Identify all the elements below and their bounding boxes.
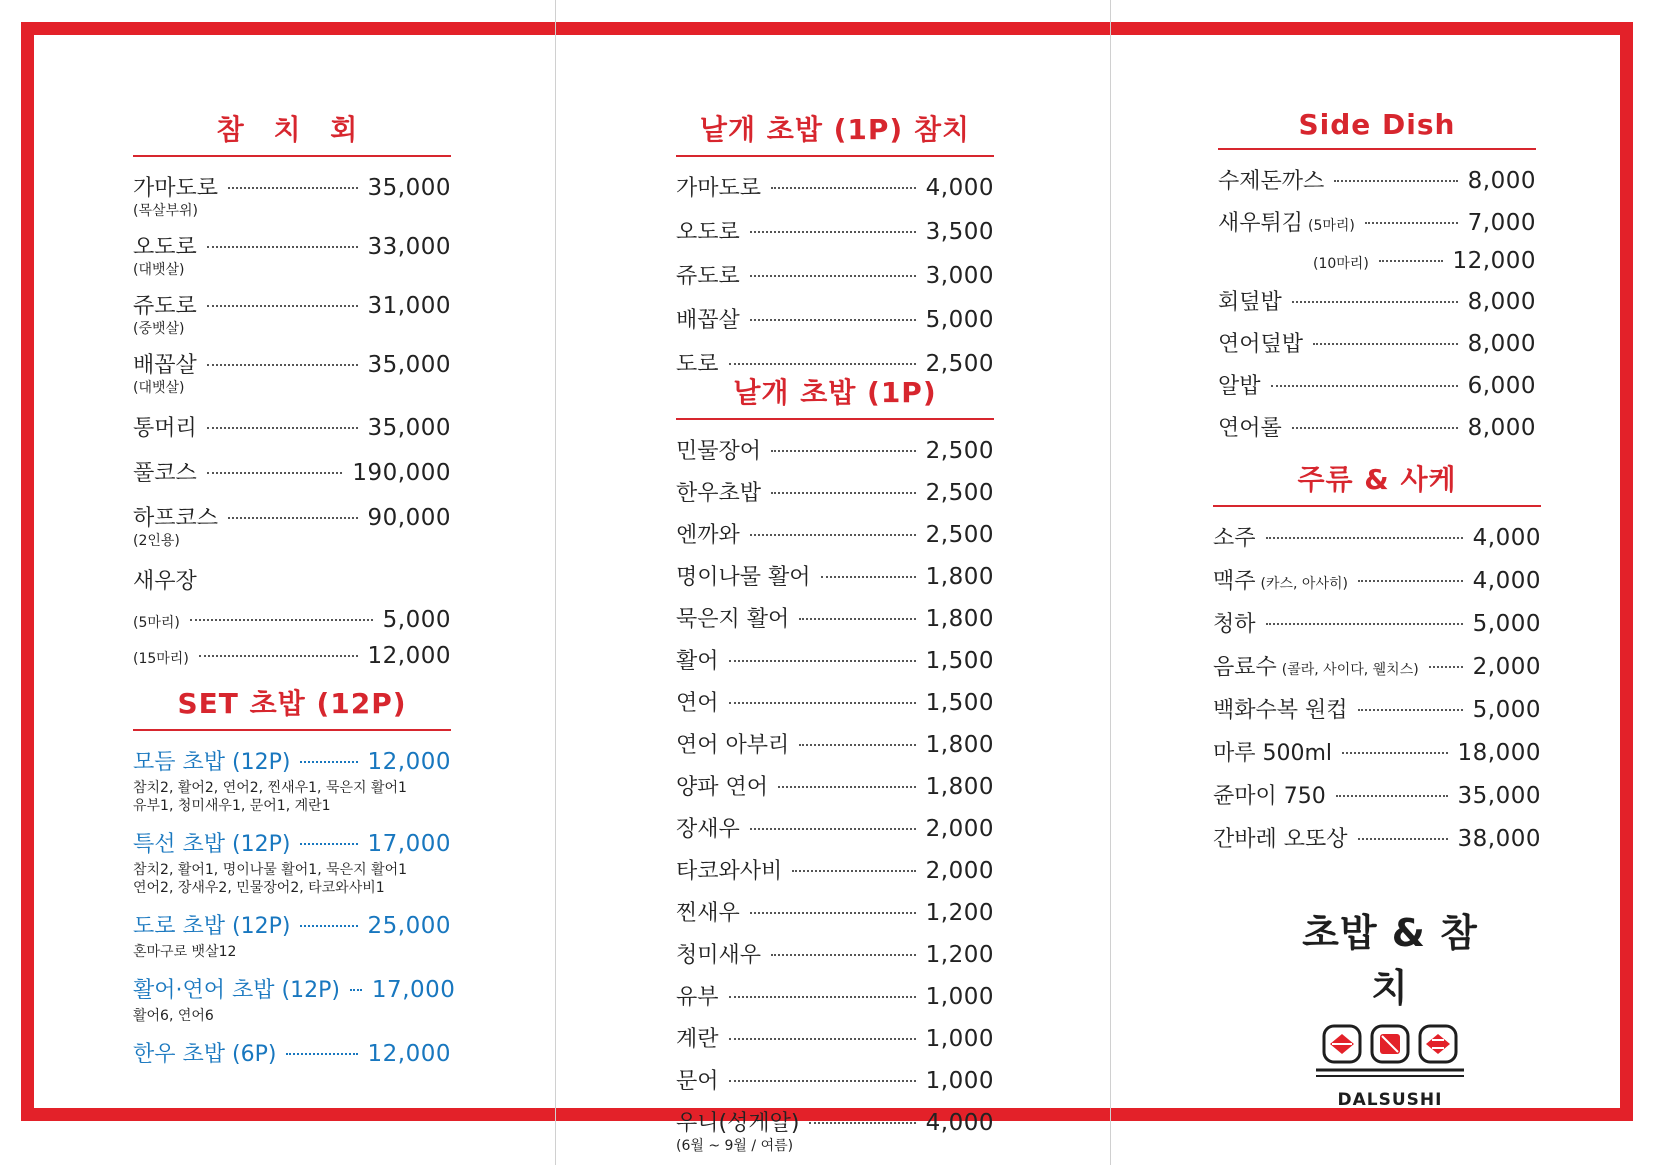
item-name: 가마도로 <box>676 176 762 201</box>
item-price: 2,500 <box>925 351 994 377</box>
leader-dots <box>729 1038 916 1040</box>
item-price: 33,000 <box>367 234 451 260</box>
item-name: 쥬도로 <box>676 264 740 289</box>
leader-dots <box>792 870 915 872</box>
leader-dots <box>771 450 916 452</box>
menu-item <box>676 602 994 633</box>
leader-dots <box>1336 795 1448 797</box>
leader-dots <box>1292 301 1458 303</box>
menu-item <box>676 171 994 202</box>
item-option: (15마리) <box>133 651 189 667</box>
item-name: 맥주 <box>1213 569 1256 594</box>
item-description: (중뱃살) <box>133 321 185 337</box>
item-price: 8,000 <box>1467 331 1536 357</box>
item-description: 유부1, 청미새우1, 문어1, 계란1 <box>133 798 331 814</box>
item-price: 8,000 <box>1467 415 1536 441</box>
item-price: 31,000 <box>367 293 451 319</box>
item-price: 1,800 <box>925 732 994 758</box>
item-price: 7,000 <box>1467 210 1536 236</box>
leader-dots <box>1271 385 1458 387</box>
menu-item <box>1213 779 1541 810</box>
menu-item <box>676 518 994 549</box>
item-price: 35,000 <box>367 175 451 201</box>
menu-item <box>1218 164 1536 195</box>
leader-dots <box>1334 180 1457 182</box>
menu-item <box>676 938 994 969</box>
section-title: 주류 & 사케 <box>1213 458 1541 507</box>
item-price: 18,000 <box>1457 740 1541 766</box>
item-name: 엔까와 <box>676 523 740 548</box>
item-price: 12,000 <box>367 643 451 669</box>
item-note: (콜라, 사이다, 웰치스) <box>1281 662 1419 678</box>
item-name: 한우 초밥 (6P) <box>133 1042 277 1067</box>
menu-item <box>1213 564 1541 595</box>
menu-item <box>133 501 451 550</box>
item-name: 회덮밥 <box>1218 290 1282 315</box>
menu-item <box>1218 248 1536 274</box>
item-name: 연어 아부리 <box>676 733 790 758</box>
leader-dots <box>821 576 916 578</box>
menu-item <box>133 745 451 815</box>
menu-item <box>133 456 451 487</box>
item-name: 알밥 <box>1218 374 1261 399</box>
leader-dots <box>190 619 373 621</box>
item-name: 가마도로 <box>133 176 219 201</box>
leader-dots <box>1266 537 1463 539</box>
leader-dots <box>809 1122 915 1124</box>
menu-item <box>1218 206 1536 237</box>
menu-item <box>676 1064 994 1095</box>
brand-title: 초밥 & 참치 <box>1302 911 1478 1010</box>
item-name: 마루 500ml <box>1213 741 1333 766</box>
leader-dots <box>1358 838 1448 840</box>
menu-item <box>1218 369 1536 400</box>
leader-dots <box>300 843 357 845</box>
tuna-sashimi-section <box>133 108 451 669</box>
menu-item <box>133 348 451 397</box>
item-price: 38,000 <box>1457 826 1541 852</box>
menu-item <box>133 171 451 220</box>
item-name: 수제돈까스 <box>1218 169 1325 194</box>
sushi-logo-icon <box>1290 1022 1490 1084</box>
item-description: 참치2, 활어2, 연어2, 찐새우1, 묵은지 활어1 <box>133 780 407 796</box>
item-name: 오도로 <box>133 235 197 260</box>
item-price: 1,200 <box>925 900 994 926</box>
item-name: 청미새우 <box>676 943 762 968</box>
item-note: (5마리) <box>1308 218 1355 234</box>
menu-item <box>133 411 451 442</box>
item-name: 배꼽살 <box>676 308 740 333</box>
item-name: 민물장어 <box>676 439 762 464</box>
menu-item <box>133 909 451 961</box>
menu-item <box>676 303 994 334</box>
leader-dots <box>1358 580 1463 582</box>
leader-dots <box>300 925 357 927</box>
item-description: 혼마구로 뱃살12 <box>133 944 237 960</box>
item-name: 활어 <box>676 649 719 674</box>
section-title: 참 치 회 <box>133 108 451 157</box>
item-name: 도로 <box>676 352 719 377</box>
item-name: 도로 초밥 (12P) <box>133 914 291 939</box>
item-price: 4,000 <box>1472 568 1541 594</box>
item-name: 연어덮밥 <box>1218 332 1304 357</box>
item-name: 우니(성게알) <box>676 1111 800 1136</box>
item-price: 25,000 <box>367 913 451 939</box>
item-name: 새우튀김 <box>1218 211 1304 236</box>
menu-item <box>1213 607 1541 638</box>
item-price: 2,500 <box>925 438 994 464</box>
leader-dots <box>1313 343 1458 345</box>
item-price: 8,000 <box>1467 289 1536 315</box>
leader-dots <box>207 305 358 307</box>
menu-item <box>676 644 994 675</box>
menu-item <box>676 854 994 885</box>
menu-item <box>1218 411 1536 442</box>
leader-dots <box>729 1080 916 1082</box>
item-price: 4,000 <box>925 1110 994 1136</box>
item-price: 35,000 <box>367 415 451 441</box>
item-name: 장새우 <box>676 817 740 842</box>
section-title: 낱개 초밥 (1P) <box>676 371 994 420</box>
item-price: 2,500 <box>925 522 994 548</box>
item-price: 5,000 <box>1472 697 1541 723</box>
item-name: 음료수 <box>1213 655 1277 680</box>
item-name: 쥬도로 <box>133 294 197 319</box>
item-description: (6월 ~ 9월 / 여름) <box>676 1138 794 1154</box>
leader-dots <box>729 660 916 662</box>
item-price: 1,800 <box>925 606 994 632</box>
item-price: 1,000 <box>925 1026 994 1052</box>
item-name: 유부 <box>676 985 719 1010</box>
leader-dots <box>729 996 916 998</box>
leader-dots <box>771 492 916 494</box>
item-price: 1,200 <box>925 942 994 968</box>
item-name: 통머리 <box>133 416 197 441</box>
item-price: 8,000 <box>1467 168 1536 194</box>
item-price: 12,000 <box>367 749 451 775</box>
leader-dots <box>729 702 916 704</box>
item-price: 5,000 <box>1472 611 1541 637</box>
item-name: 타코와사비 <box>676 859 783 884</box>
item-option: (5마리) <box>133 615 180 631</box>
item-price: 5,000 <box>925 307 994 333</box>
item-description: 참치2, 활어1, 명이나물 활어1, 묵은지 활어1 <box>133 862 408 878</box>
item-price: 12,000 <box>367 1041 451 1067</box>
leader-dots <box>1342 752 1447 754</box>
leader-dots <box>778 786 916 788</box>
menu-item <box>1218 327 1536 358</box>
leader-dots <box>750 828 916 830</box>
leader-dots <box>300 761 357 763</box>
item-price: 90,000 <box>367 505 451 531</box>
menu-item <box>676 728 994 759</box>
menu-item <box>133 827 451 897</box>
menu-item <box>133 289 451 338</box>
leader-dots <box>228 517 358 519</box>
item-price: 2,500 <box>925 480 994 506</box>
leader-dots <box>799 618 915 620</box>
item-price: 12,000 <box>1452 248 1536 274</box>
menu-item <box>676 812 994 843</box>
leader-dots <box>1292 427 1458 429</box>
menu-item <box>676 1106 994 1155</box>
leader-dots <box>750 275 916 277</box>
leader-dots <box>750 319 916 321</box>
item-price: 1,800 <box>925 774 994 800</box>
item-price: 4,000 <box>925 175 994 201</box>
item-price: 6,000 <box>1467 373 1536 399</box>
leader-dots <box>771 187 916 189</box>
item-name: 모듬 초밥 (12P) <box>133 750 291 775</box>
fold-line <box>1110 0 1111 1165</box>
leader-dots <box>1266 623 1463 625</box>
item-name: 계란 <box>676 1027 719 1052</box>
leader-dots <box>771 954 916 956</box>
leader-dots <box>750 912 916 914</box>
menu-item <box>676 896 994 927</box>
leader-dots <box>207 364 358 366</box>
item-name: 백화수복 원컵 <box>1213 698 1348 723</box>
item-price: 4,000 <box>1472 525 1541 551</box>
menu-item <box>1213 650 1541 681</box>
item-name: 연어 <box>676 691 719 716</box>
menu-item <box>1213 693 1541 724</box>
menu-item <box>676 980 994 1011</box>
leader-dots <box>1429 666 1463 668</box>
item-name: 오도로 <box>676 220 740 245</box>
item-price: 2,000 <box>1472 654 1541 680</box>
set-sushi-section <box>133 682 456 1068</box>
item-name: 문어 <box>676 1069 719 1094</box>
menu-item <box>133 230 451 279</box>
item-name: 새우장 <box>133 569 197 594</box>
leader-dots <box>199 655 358 657</box>
leader-dots <box>350 989 362 991</box>
menu-item <box>1218 285 1536 316</box>
item-name: 특선 초밥 (12P) <box>133 832 291 857</box>
leader-dots <box>729 363 916 365</box>
item-description: (2인용) <box>133 533 180 549</box>
menu-item <box>133 564 451 669</box>
menu-item <box>676 215 994 246</box>
menu-item <box>133 973 456 1025</box>
menu-item <box>676 434 994 465</box>
single-tuna-sushi-section <box>676 108 994 378</box>
item-price: 1,000 <box>925 984 994 1010</box>
menu-item <box>676 259 994 290</box>
item-note: (카스, 아사히) <box>1260 576 1348 592</box>
section-title: 낱개 초밥 (1P) 참치 <box>676 108 994 157</box>
item-price: 35,000 <box>1457 783 1541 809</box>
menu-item <box>1213 822 1541 853</box>
item-description: 활어6, 연어6 <box>133 1008 214 1024</box>
leader-dots <box>286 1053 357 1055</box>
menu-item <box>676 476 994 507</box>
item-price: 5,000 <box>382 607 451 633</box>
item-price: 2,000 <box>925 858 994 884</box>
menu-item <box>676 686 994 717</box>
item-price: 35,000 <box>367 352 451 378</box>
item-price: 1,500 <box>925 690 994 716</box>
item-name: 양파 연어 <box>676 775 769 800</box>
single-sushi-section <box>676 371 994 1155</box>
leader-dots <box>207 427 358 429</box>
item-name: 묵은지 활어 <box>676 607 790 632</box>
item-price: 17,000 <box>371 977 456 1003</box>
item-description: (대뱃살) <box>133 262 185 278</box>
item-name: 연어롤 <box>1218 416 1282 441</box>
leader-dots <box>228 187 358 189</box>
leader-dots <box>207 246 358 248</box>
item-name: 활어·연어 초밥 (12P) <box>133 978 340 1003</box>
menu-item <box>676 560 994 591</box>
item-description: (대뱃살) <box>133 380 185 396</box>
item-price: 3,000 <box>925 263 994 289</box>
item-name: 찐새우 <box>676 901 740 926</box>
leader-dots <box>207 472 343 474</box>
item-price: 17,000 <box>367 831 451 857</box>
section-title: Side Dish <box>1218 108 1536 150</box>
leader-dots <box>750 534 916 536</box>
item-name: 쥰마이 750 <box>1213 784 1326 809</box>
side-dish-section <box>1218 108 1536 442</box>
item-price: 1,500 <box>925 648 994 674</box>
item-name: 간바레 오또상 <box>1213 827 1348 852</box>
menu-item <box>133 1037 451 1068</box>
leader-dots <box>1365 222 1458 224</box>
item-name: 소주 <box>1213 526 1256 551</box>
drinks-section <box>1213 458 1541 853</box>
item-price: 2,000 <box>925 816 994 842</box>
brand-block <box>1290 902 1490 1110</box>
item-price: 190,000 <box>352 460 451 486</box>
item-price: 1,800 <box>925 564 994 590</box>
item-name: 한우초밥 <box>676 481 762 506</box>
leader-dots <box>1379 260 1443 262</box>
item-name: 풀코스 <box>133 461 197 486</box>
menu-item <box>676 770 994 801</box>
leader-dots <box>750 231 916 233</box>
leader-dots <box>1358 709 1463 711</box>
menu-item <box>676 1022 994 1053</box>
fold-line <box>555 0 556 1165</box>
section-title: SET 초밥 (12P) <box>133 682 451 731</box>
item-price: 3,500 <box>925 219 994 245</box>
item-note: (10마리) <box>1313 256 1369 272</box>
item-name: 하프코스 <box>133 506 219 531</box>
item-name: 명이나물 활어 <box>676 565 811 590</box>
item-name: 배꼽살 <box>133 353 197 378</box>
item-name: 청하 <box>1213 612 1256 637</box>
leader-dots <box>799 744 915 746</box>
brand-name: DALSUSHI <box>1337 1090 1443 1110</box>
item-price: 1,000 <box>925 1068 994 1094</box>
menu-item <box>1213 736 1541 767</box>
item-description: 연어2, 장새우2, 민물장어2, 타코와사비1 <box>133 880 385 896</box>
menu-item <box>1213 521 1541 552</box>
item-description: (목살부위) <box>133 203 199 219</box>
